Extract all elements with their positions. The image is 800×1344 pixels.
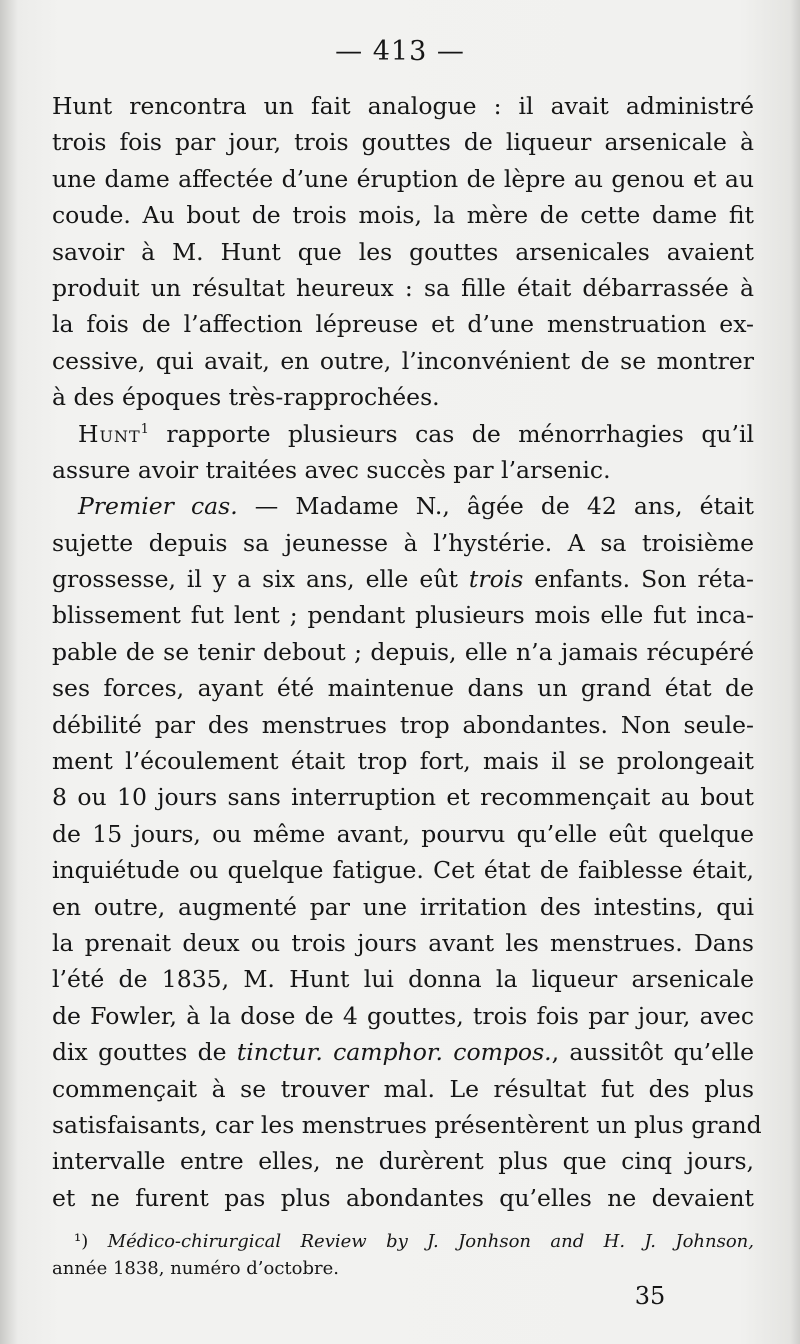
text-line: à des époques très-rapprochées. — [52, 383, 440, 412]
footnote-marker: ¹) — [74, 1231, 89, 1252]
text-line: l’été de 1835, M. Hunt lui donna la liqueur arsenicale — [52, 965, 754, 994]
text-line: intervalle entre elles, ne durèrent plus que cinq jours, — [52, 1147, 754, 1176]
footnote — [52, 1228, 754, 1282]
text-line-hunt — [52, 416, 754, 452]
text-line: ment l’écoulement était trop fort, mais il se prolongeait — [52, 747, 754, 776]
signature-mark: 35 — [634, 1282, 666, 1310]
text-line: Hunt rencontra un fait analogue : il avait administré — [52, 92, 754, 120]
text-line: assure avoir traitées avec succès par l’arsenic. — [52, 455, 611, 484]
text-line: une dame affectée d’une éruption de lèpre au genou et au — [52, 164, 754, 193]
latin-term: tinctur. camphor. compos. — [236, 1038, 552, 1067]
footnote-citation: Médico-chirurgical Review by J. Jonhson and H. J. Johnson, — [107, 1231, 754, 1252]
text-line: cessive, qui avait, en outre, l’inconvénient de se montrer — [52, 346, 754, 375]
body-text — [52, 88, 762, 1216]
line-after: enfants. Son réta- — [523, 565, 754, 594]
text-line: coude. Au bout de trois mois, la mère de cette dame fit — [52, 201, 754, 230]
text-line: ses forces, ayant été maintenue dans un grand état de — [52, 674, 754, 703]
footnote-line-2: année 1838, numéro d’octobre. — [52, 1258, 339, 1279]
text-line-trois — [52, 561, 754, 597]
text-line: et ne furent pas plus abondantes qu’elles ne devaient — [52, 1183, 754, 1212]
text-line: savoir à M. Hunt que les gouttes arsenicales avaient — [52, 237, 754, 266]
text-line: de Fowler, à la dose de 4 gouttes, trois fois par jour, avec — [52, 1001, 754, 1030]
text-line: trois fois par jour, trois gouttes de liqueur arsenicale à — [52, 128, 754, 157]
line-before: grossesse, il y a six ans, elle eût — [52, 565, 469, 594]
author-name: Hunt — [78, 419, 141, 448]
text-line: inquiétude ou quelque fatigue. Cet état de faiblesse était, — [52, 856, 754, 885]
page-number: — 413 — — [335, 36, 465, 67]
text-line: satisfaisants, car les menstrues présentèrent un plus grand — [52, 1110, 762, 1139]
text-line: commençait à se trouver mal. Le résultat fut des plus — [52, 1074, 754, 1103]
text-line: 8 ou 10 jours sans interruption et recommençait au bout — [52, 783, 754, 812]
footnote-line-1 — [52, 1228, 754, 1255]
text-line: la prenait deux ou trois jours avant les menstrues. Dans — [52, 928, 754, 957]
text-line: débilité par des menstrues trop abondantes. Non seule- — [52, 710, 754, 739]
text-line-premier-cas — [52, 488, 754, 524]
text-line: pable de se tenir debout ; depuis, elle n’a jamais récupéré — [52, 637, 754, 666]
text-line: blissement fut lent ; pendant plusieurs mois elle fut inca- — [52, 601, 754, 630]
text-line: en outre, augmenté par une irritation des intestins, qui — [52, 892, 754, 921]
line-rest: rapporte plusieurs cas de ménorrhagies qu’il — [148, 419, 754, 448]
case-heading: Premier cas. — [78, 492, 238, 521]
text-line-tinctur — [52, 1034, 754, 1070]
footnote-reference[interactable]: 1 — [140, 421, 149, 437]
text-line: de 15 jours, ou même avant, pourvu qu’elle eût quelque — [52, 819, 754, 848]
line-before: dix gouttes de — [52, 1038, 237, 1067]
text-line: produit un résultat heureux : sa fille était débarrassée à — [52, 273, 754, 302]
line-after: , aussitôt qu’elle — [551, 1038, 754, 1067]
text-line: sujette depuis sa jeunesse à l’hystérie. A sa troisième — [52, 528, 754, 557]
text-line: la fois de l’affection lépreuse et d’une menstruation ex- — [52, 310, 754, 339]
emphasis-word: trois — [468, 565, 524, 594]
line-rest: — Madame N., âgée de 42 ans, était — [237, 492, 754, 521]
